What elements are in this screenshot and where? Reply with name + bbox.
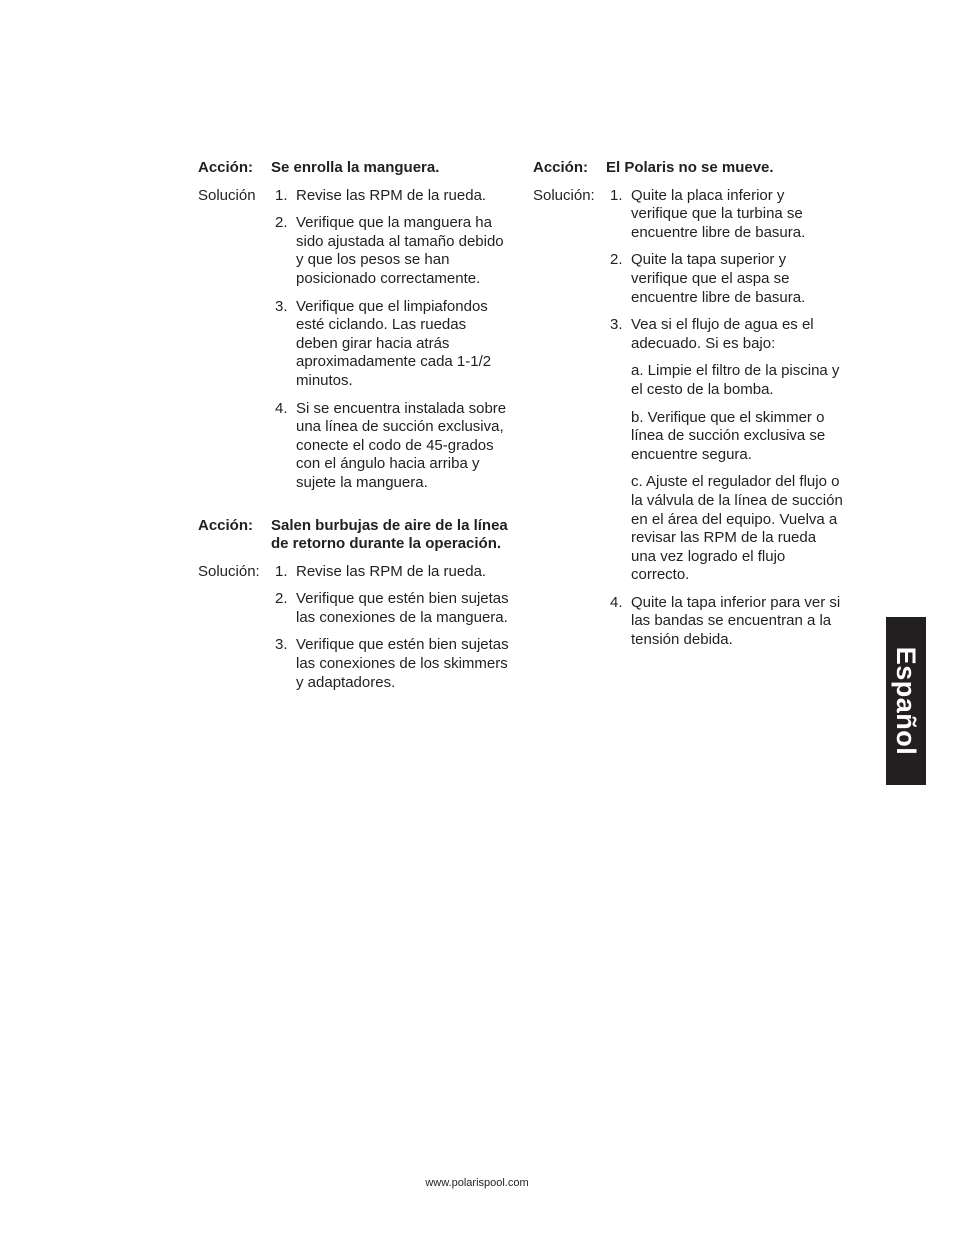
item-body [631, 316, 845, 585]
item-text: Verifique que la manguera ha sido ajustada al tamaño debido y que los pesos se han posicionado correctamente. [296, 214, 504, 287]
item-text: Revise las RPM de la rueda. [296, 562, 487, 580]
item-text: Si se encuentra instalada sobre una línea de succión exclusiva, conecte el codo de 45-grados con el ángulo hacia arriba y sujete la manguera. [296, 399, 507, 491]
action-row [533, 159, 845, 178]
footer-url: www.polarispool.com [425, 1177, 529, 1189]
left-column [198, 159, 510, 701]
item-text: Verifique que estén bien sujetas las conexiones de los skimmers y adaptadores. [296, 636, 509, 691]
list-item [275, 187, 510, 206]
list-item [275, 563, 510, 582]
action-label: Acción: [198, 159, 254, 176]
item-number: 3. [275, 297, 288, 315]
item-number: 1. [275, 562, 288, 580]
item-number: 4. [275, 399, 288, 417]
action-text: Salen burbujas de aire de la línea de retorno durante la operación. [271, 516, 508, 553]
troubleshoot-block [198, 159, 510, 502]
solution-row [198, 187, 510, 502]
troubleshoot-block [533, 159, 845, 659]
solution-list [275, 563, 510, 702]
list-item [610, 251, 845, 307]
action-text: El Polaris no se mueve. [606, 159, 774, 176]
item-number: 2. [275, 590, 288, 608]
item-text: Revise las RPM de la rueda. [296, 186, 487, 204]
list-item [275, 298, 510, 391]
item-number: 2. [610, 251, 623, 269]
troubleshoot-block [198, 517, 510, 702]
item-text: Quite la tapa superior y verifique que el aspa se encuentre libre de basura. [631, 251, 806, 306]
list-item [275, 590, 510, 627]
list-item [610, 594, 845, 650]
right-column [533, 159, 845, 659]
list-item [275, 214, 510, 288]
list-item [275, 400, 510, 493]
action-row [198, 517, 510, 554]
item-number: 3. [610, 316, 623, 334]
solution-row [533, 187, 845, 659]
sub-item: c. Ajuste el regulador del flujo o la válvula de la línea de succión en el área del equipo. Vuelva a revisar las RPM de la rueda una vez logrado el flujo correcto. [631, 473, 843, 584]
solution-label: Solución: [198, 562, 260, 580]
language-tab [886, 617, 926, 785]
language-tab-label: Español [891, 646, 921, 756]
item-number: 3. [275, 636, 288, 654]
sub-item: b. Verifique que el skimmer o línea de succión exclusiva se encuentre segura. [631, 408, 826, 463]
item-number: 2. [275, 214, 288, 232]
action-label: Acción: [533, 159, 589, 176]
item-text: Verifique que el limpiafondos esté ciclando. Las ruedas deben girar hacia atrás aproximadamente cada 1-1/2 minutos. [296, 297, 492, 389]
solution-list [275, 187, 510, 502]
item-text: Verifique que estén bien sujetas las conexiones de la manguera. [296, 590, 509, 626]
item-text: Quite la tapa inferior para ver si las bandas se encuentran a la tensión debida. [631, 593, 841, 649]
solution-label: Solución [198, 186, 256, 204]
action-row [198, 159, 510, 178]
item-number: 4. [610, 593, 623, 611]
list-item [275, 636, 510, 692]
solution-row [198, 563, 510, 702]
solution-label: Solución: [533, 186, 595, 204]
list-item [610, 316, 845, 585]
action-text: Se enrolla la manguera. [271, 159, 440, 176]
list-item [610, 187, 845, 243]
item-number: 1. [610, 186, 623, 204]
action-label: Acción: [198, 516, 254, 534]
item-text: Vea si el flujo de agua es el adecuado. Si es bajo: [631, 316, 814, 352]
item-text: Quite la placa inferior y verifique que la turbina se encuentre libre de basura. [631, 186, 806, 241]
solution-list [610, 187, 845, 659]
sub-item: a. Limpie el filtro de la piscina y el cesto de la bomba. [631, 362, 840, 398]
item-number: 1. [275, 186, 288, 204]
